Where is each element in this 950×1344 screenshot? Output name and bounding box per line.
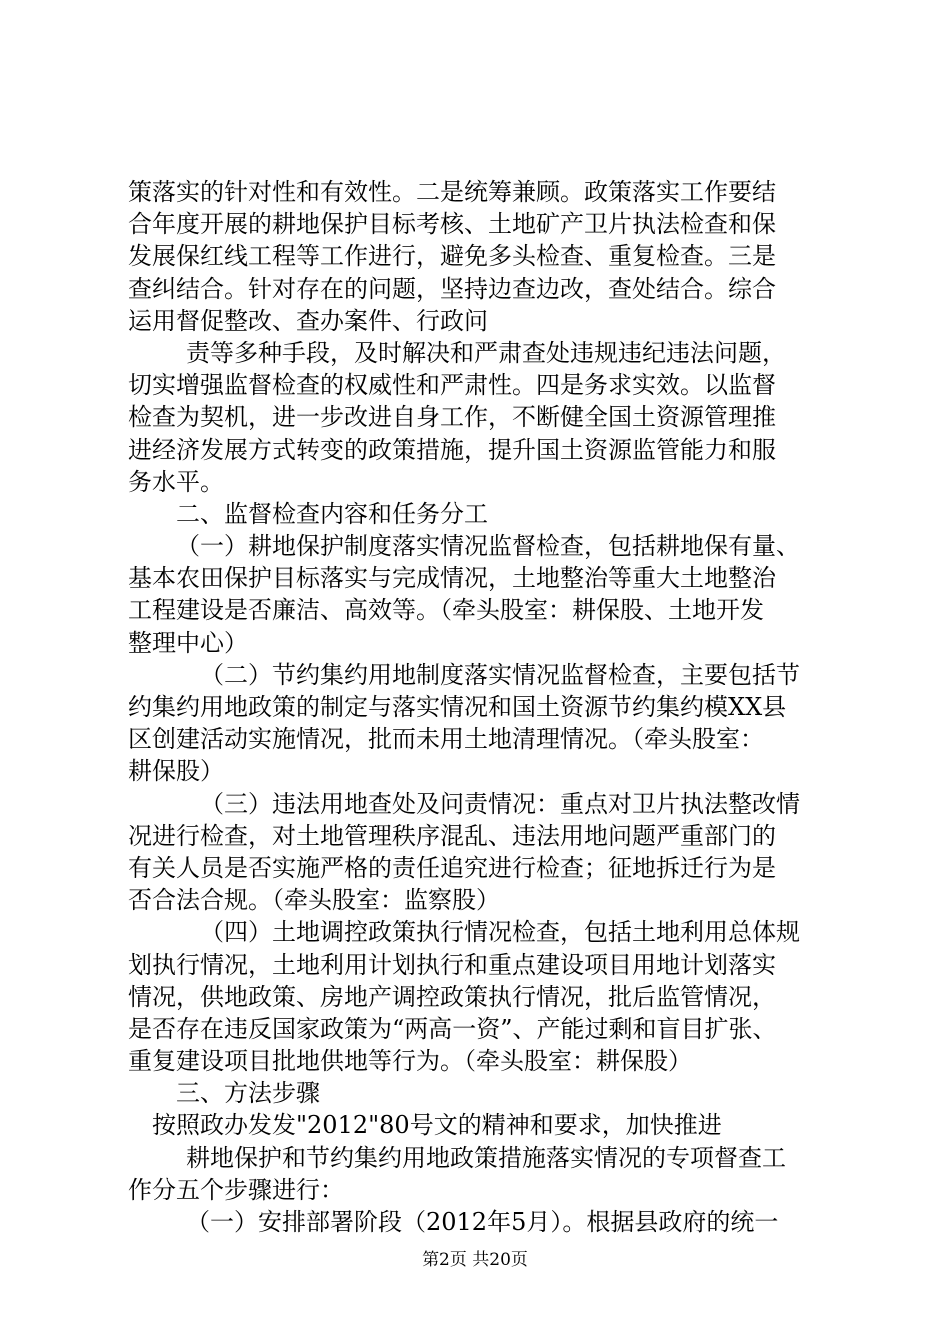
document-body — [128, 176, 828, 1238]
text-line: 务水平。 — [128, 467, 224, 496]
text-line: （一）耕地保护制度落实情况监督检查，包括耕地保有量、 — [176, 532, 800, 561]
text-line: 运用督促整改、查办案件、行政问 — [128, 306, 488, 335]
text-line: 查纠结合。针对存在的问题，坚持边查边改，查处结合。综合 — [128, 274, 776, 303]
text-line: 有关人员是否实施严格的责任追究进行检查；征地拆迁行为是 — [128, 853, 776, 882]
text-line: （三）违法用地查处及问责情况：重点对卫片执法整改情 — [200, 789, 800, 818]
text-line: 基本农田保护目标落实与完成情况，土地整治等重大土地整治 — [128, 564, 776, 593]
text-line: 作分五个步骤进行： — [128, 1175, 344, 1204]
text-line: 工程建设是否廉洁、高效等。（牵头股室：耕保股、土地开发 — [128, 596, 764, 625]
text-line: 进经济发展方式转变的政策措施，提升国土资源监管能力和服 — [128, 435, 776, 464]
text-line: 情况，供地政策、房地产调控政策执行情况，批后监管情况， — [128, 982, 776, 1011]
text-line: （四）土地调控政策执行情况检查，包括土地利用总体规 — [200, 918, 800, 947]
text-line: 合年度开展的耕地保护目标考核、土地矿产卫片执法检查和保 — [128, 210, 776, 239]
text-line: （二）节约集约用地制度落实情况监督检查，主要包括节 — [200, 660, 800, 689]
text-line: （一）安排部署阶段（2012年5月）。根据县政府的统一 — [186, 1208, 779, 1236]
page-number-footer: 第2页 共20页 — [422, 1250, 528, 1270]
text-line: 约集约用地政策的制定与落实情况和国土资源节约集约模XX县 — [128, 693, 787, 721]
section-heading: 三、方法步骤 — [176, 1079, 320, 1108]
text-line: 策落实的针对性和有效性。二是统筹兼顾。政策落实工作要结 — [128, 178, 776, 206]
text-line: 否合法合规。（牵头股室：监察股） — [128, 886, 500, 915]
text-line: 耕保股） — [128, 757, 224, 786]
text-line: 发展保红线工程等工作进行，避免多头检查、重复检查。三是 — [128, 242, 776, 271]
text-line: 切实增强监督检查的权威性和严肃性。四是务求实效。以监督 — [128, 371, 776, 400]
text-line: 是否存在违反国家政策为“两高一资”、产能过剩和盲目扩张、 — [128, 1014, 777, 1043]
text-line: 划执行情况，土地利用计划执行和重点建设项目用地计划落实 — [128, 950, 776, 979]
text-line: 况进行检查，对土地管理秩序混乱、违法用地问题严重部门的 — [128, 821, 776, 850]
text-line: 区创建活动实施情况，批而未用土地清理情况。（牵头股室： — [128, 725, 764, 754]
text-line: 检查为契机，进一步改进自身工作，不断健全国土资源管理推 — [128, 403, 776, 432]
text-line: 责等多种手段，及时解决和严肃查处违规违纪违法问题， — [186, 338, 786, 367]
text-line: 整理中心） — [128, 628, 248, 657]
section-heading: 二、监督检查内容和任务分工 — [176, 499, 488, 528]
text-line: 按照政办发发"2012"80号文的精神和要求，加快推进 — [152, 1111, 722, 1140]
text-line: 重复建设项目批地供地等行为。（牵头股室：耕保股） — [128, 1047, 692, 1076]
text-line: 耕地保护和节约集约用地政策措施落实情况的专项督查工 — [186, 1143, 786, 1172]
